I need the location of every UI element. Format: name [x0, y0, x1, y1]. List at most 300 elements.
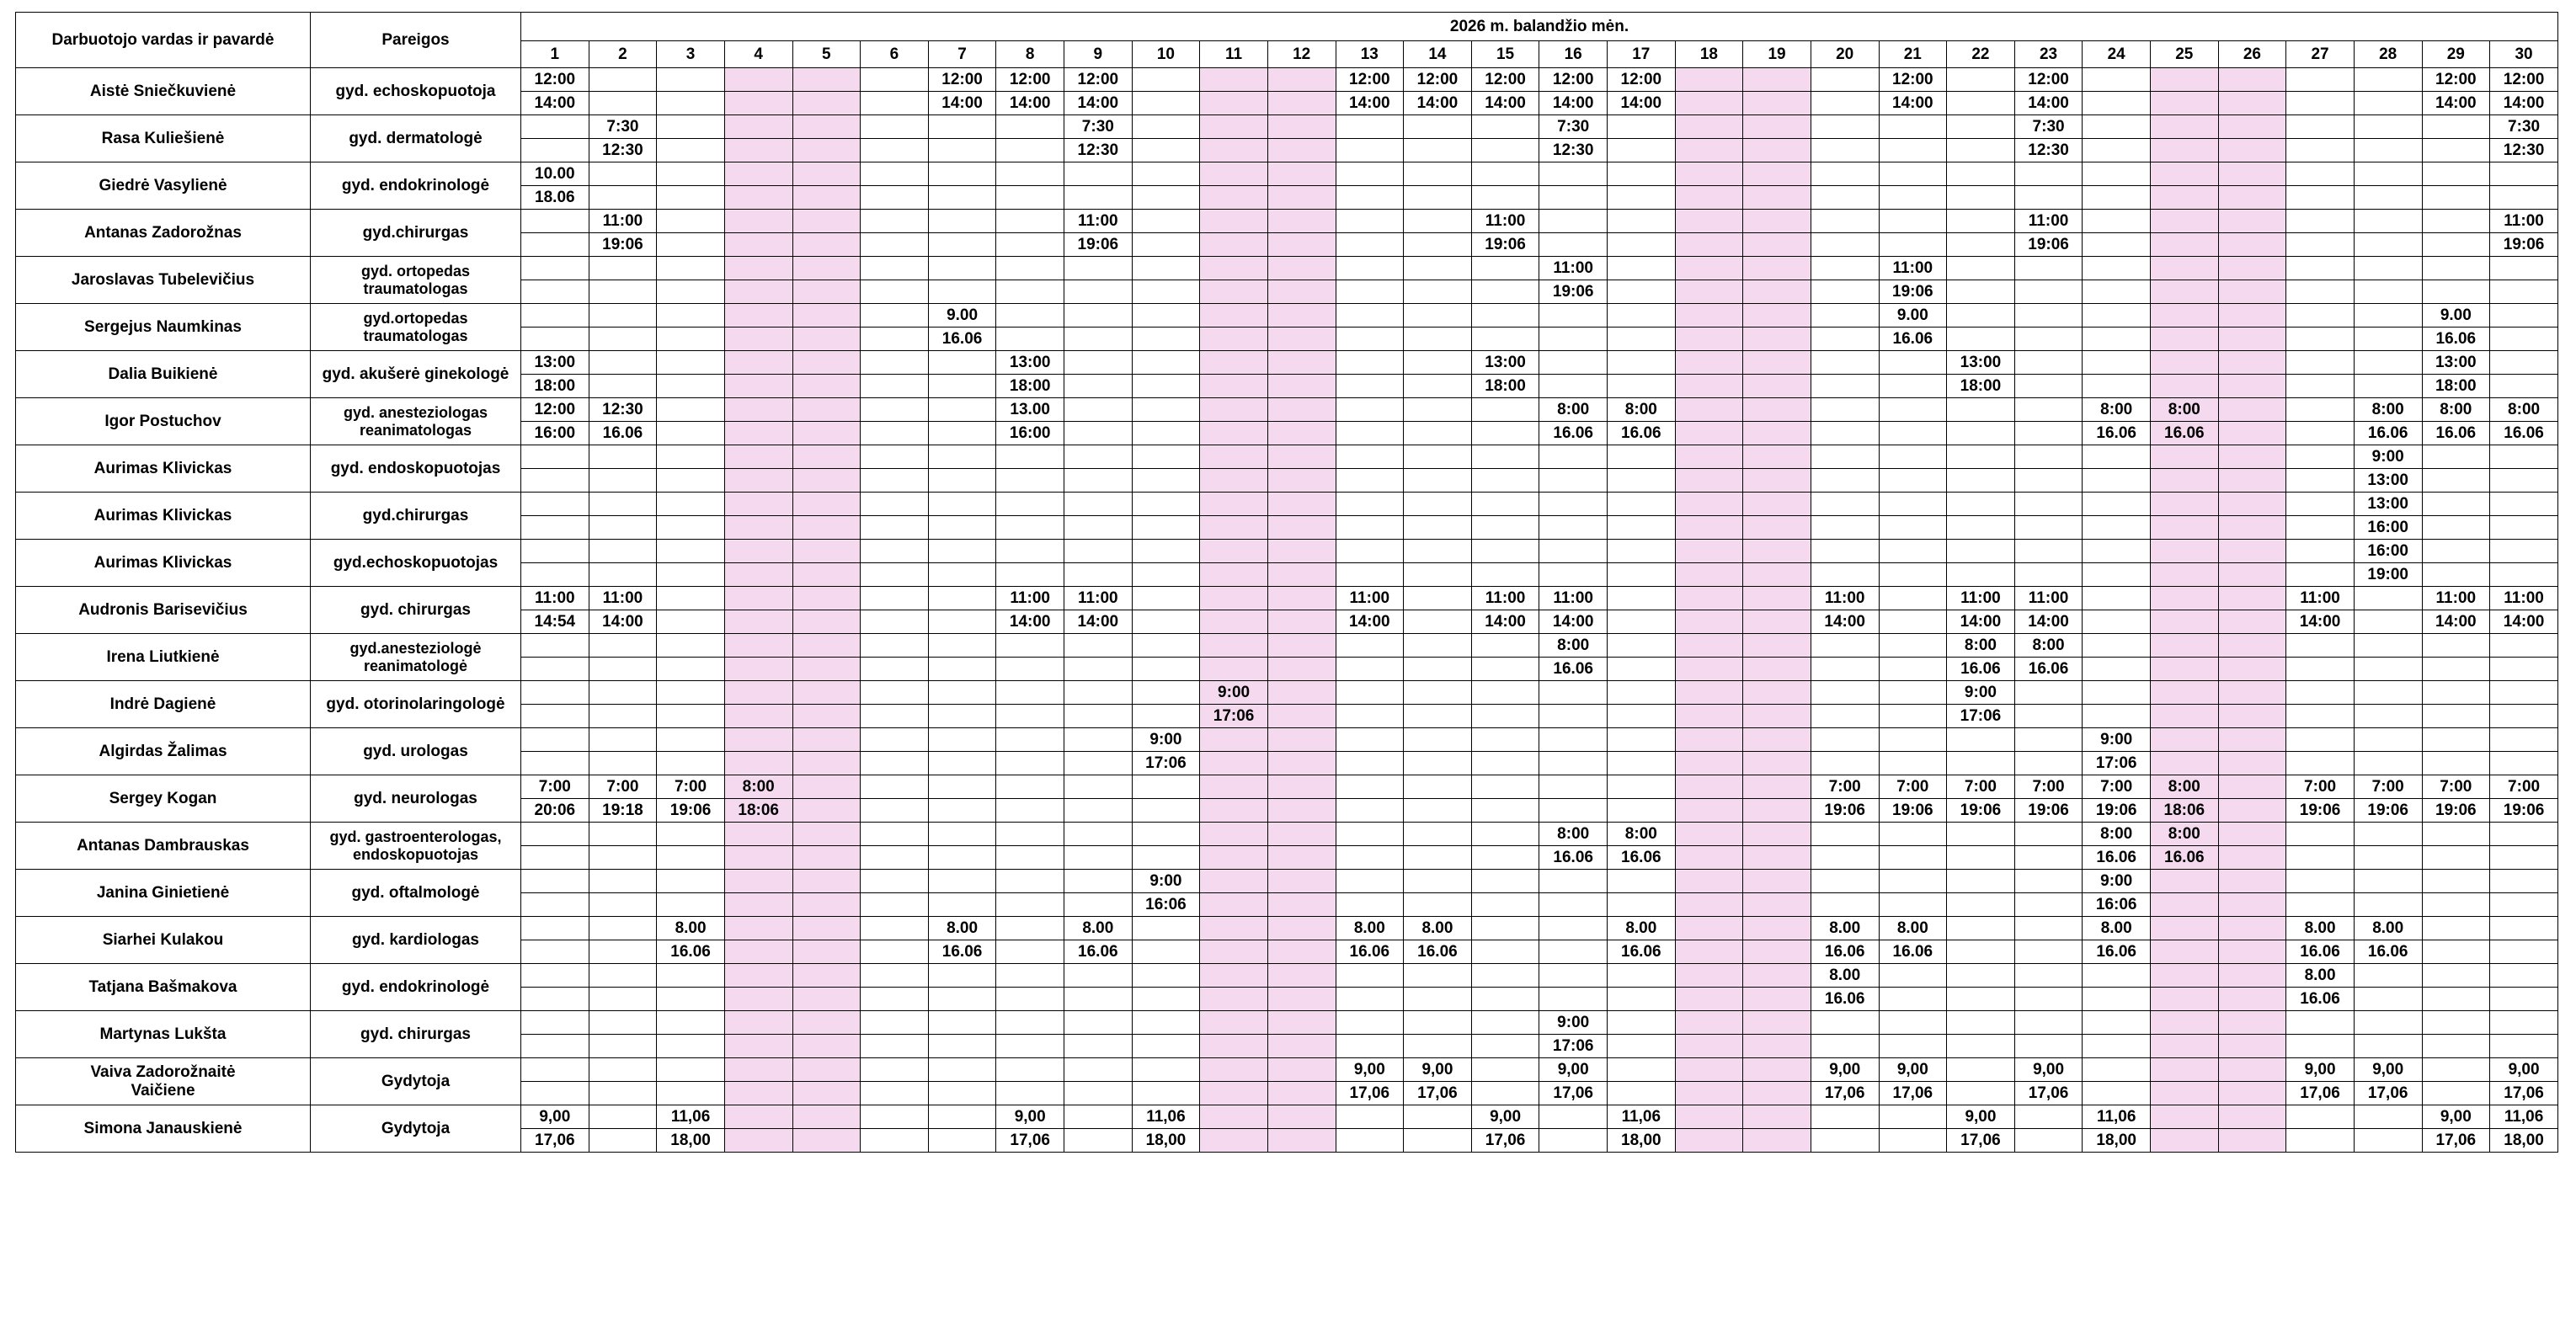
shift-end-cell[interactable]: [1811, 563, 1879, 587]
shift-end-cell[interactable]: [1743, 92, 1811, 115]
shift-start-cell[interactable]: 9:00: [1200, 681, 1268, 705]
shift-start-cell[interactable]: 8.00: [1064, 917, 1133, 940]
shift-end-cell[interactable]: 20:06: [521, 799, 589, 823]
shift-start-cell[interactable]: [2422, 257, 2490, 280]
shift-start-cell[interactable]: [861, 540, 929, 563]
shift-end-cell[interactable]: [1811, 92, 1879, 115]
shift-start-cell[interactable]: [861, 1105, 929, 1129]
shift-start-cell[interactable]: [1404, 775, 1472, 799]
shift-start-cell[interactable]: 12:00: [996, 68, 1064, 92]
shift-end-cell[interactable]: [1336, 988, 1404, 1011]
shift-end-cell[interactable]: [2014, 940, 2083, 964]
shift-end-cell[interactable]: [521, 139, 589, 162]
shift-end-cell[interactable]: [2218, 705, 2286, 728]
shift-start-cell[interactable]: [2218, 257, 2286, 280]
shift-end-cell[interactable]: [2354, 233, 2422, 257]
shift-start-cell[interactable]: [2354, 870, 2422, 893]
shift-end-cell[interactable]: [996, 658, 1064, 681]
shift-end-cell[interactable]: [1879, 1035, 1947, 1058]
shift-end-cell[interactable]: [1675, 705, 1743, 728]
shift-start-cell[interactable]: [2490, 823, 2558, 846]
shift-start-cell[interactable]: [1539, 917, 1608, 940]
shift-end-cell[interactable]: [1947, 893, 2015, 917]
shift-end-cell[interactable]: [1539, 1129, 1608, 1153]
shift-end-cell[interactable]: [1471, 705, 1539, 728]
shift-end-cell[interactable]: [1675, 752, 1743, 775]
shift-start-cell[interactable]: [1811, 68, 1879, 92]
shift-end-cell[interactable]: [1471, 658, 1539, 681]
shift-end-cell[interactable]: [1811, 422, 1879, 445]
shift-end-cell[interactable]: [1675, 988, 1743, 1011]
shift-start-cell[interactable]: [2151, 1105, 2219, 1129]
shift-start-cell[interactable]: [1675, 493, 1743, 516]
shift-end-cell[interactable]: [1132, 799, 1200, 823]
shift-end-cell[interactable]: [1539, 186, 1608, 210]
shift-start-cell[interactable]: [2218, 587, 2286, 610]
shift-start-cell[interactable]: [2151, 964, 2219, 988]
shift-start-cell[interactable]: [1132, 445, 1200, 469]
shift-start-cell[interactable]: [589, 351, 657, 375]
shift-end-cell[interactable]: [2422, 280, 2490, 304]
shift-start-cell[interactable]: 12:00: [521, 68, 589, 92]
shift-end-cell[interactable]: [2354, 1129, 2422, 1153]
shift-end-cell[interactable]: [792, 610, 861, 634]
shift-start-cell[interactable]: [1267, 304, 1336, 328]
shift-end-cell[interactable]: [996, 139, 1064, 162]
shift-start-cell[interactable]: [1743, 870, 1811, 893]
shift-end-cell[interactable]: [1879, 139, 1947, 162]
shift-end-cell[interactable]: [2151, 139, 2219, 162]
shift-start-cell[interactable]: [1267, 587, 1336, 610]
shift-start-cell[interactable]: [1267, 1105, 1336, 1129]
shift-start-cell[interactable]: [2422, 540, 2490, 563]
shift-end-cell[interactable]: [2014, 328, 2083, 351]
shift-start-cell[interactable]: [1608, 634, 1676, 658]
shift-end-cell[interactable]: [1336, 846, 1404, 870]
shift-start-cell[interactable]: [1267, 210, 1336, 233]
shift-end-cell[interactable]: [928, 139, 996, 162]
shift-start-cell[interactable]: 9,00: [1539, 1058, 1608, 1082]
shift-start-cell[interactable]: [1879, 115, 1947, 139]
shift-start-cell[interactable]: 12:00: [2490, 68, 2558, 92]
shift-end-cell[interactable]: [2151, 516, 2219, 540]
shift-end-cell[interactable]: [2083, 563, 2151, 587]
shift-end-cell[interactable]: [1267, 280, 1336, 304]
shift-end-cell[interactable]: [1811, 186, 1879, 210]
shift-end-cell[interactable]: [861, 1035, 929, 1058]
shift-end-cell[interactable]: [928, 846, 996, 870]
shift-start-cell[interactable]: [1879, 493, 1947, 516]
shift-end-cell[interactable]: [1200, 328, 1268, 351]
shift-end-cell[interactable]: [1267, 469, 1336, 493]
shift-start-cell[interactable]: 8:00: [724, 775, 792, 799]
shift-end-cell[interactable]: [2286, 846, 2355, 870]
shift-end-cell[interactable]: [2286, 658, 2355, 681]
shift-end-cell[interactable]: [724, 705, 792, 728]
shift-start-cell[interactable]: [2354, 964, 2422, 988]
shift-start-cell[interactable]: 7:00: [2014, 775, 2083, 799]
shift-end-cell[interactable]: [1267, 92, 1336, 115]
shift-start-cell[interactable]: 11:00: [1539, 587, 1608, 610]
shift-end-cell[interactable]: [589, 940, 657, 964]
shift-start-cell[interactable]: [1404, 398, 1472, 422]
shift-end-cell[interactable]: [928, 752, 996, 775]
shift-end-cell[interactable]: [2286, 92, 2355, 115]
shift-end-cell[interactable]: 14:00: [1336, 610, 1404, 634]
shift-start-cell[interactable]: [2422, 162, 2490, 186]
shift-end-cell[interactable]: [1404, 375, 1472, 398]
shift-start-cell[interactable]: [1132, 1011, 1200, 1035]
shift-start-cell[interactable]: [2083, 351, 2151, 375]
shift-start-cell[interactable]: [2422, 964, 2490, 988]
shift-end-cell[interactable]: 16.06: [928, 940, 996, 964]
shift-start-cell[interactable]: 11:00: [996, 587, 1064, 610]
shift-end-cell[interactable]: 18:00: [521, 375, 589, 398]
shift-end-cell[interactable]: 16.06: [1811, 988, 1879, 1011]
shift-start-cell[interactable]: [1539, 304, 1608, 328]
shift-end-cell[interactable]: [928, 563, 996, 587]
shift-end-cell[interactable]: [1471, 422, 1539, 445]
shift-end-cell[interactable]: [1539, 469, 1608, 493]
shift-start-cell[interactable]: [861, 445, 929, 469]
shift-start-cell[interactable]: [1471, 823, 1539, 846]
shift-end-cell[interactable]: [1879, 233, 1947, 257]
shift-start-cell[interactable]: 8.00: [2354, 917, 2422, 940]
shift-start-cell[interactable]: [996, 162, 1064, 186]
shift-end-cell[interactable]: 16.06: [589, 422, 657, 445]
shift-end-cell[interactable]: [1743, 988, 1811, 1011]
shift-start-cell[interactable]: [1267, 257, 1336, 280]
shift-start-cell[interactable]: 9,00: [2490, 1058, 2558, 1082]
shift-start-cell[interactable]: [1336, 1011, 1404, 1035]
shift-end-cell[interactable]: [521, 516, 589, 540]
shift-end-cell[interactable]: 19:06: [1471, 233, 1539, 257]
shift-end-cell[interactable]: 14:00: [1539, 610, 1608, 634]
shift-start-cell[interactable]: [2354, 728, 2422, 752]
shift-start-cell[interactable]: 8.00: [1404, 917, 1472, 940]
shift-start-cell[interactable]: [657, 823, 725, 846]
shift-start-cell[interactable]: [1743, 115, 1811, 139]
shift-end-cell[interactable]: [2422, 1082, 2490, 1105]
shift-end-cell[interactable]: 14:00: [928, 92, 996, 115]
shift-end-cell[interactable]: [589, 1129, 657, 1153]
shift-end-cell[interactable]: 16.06: [928, 328, 996, 351]
shift-start-cell[interactable]: 7:00: [589, 775, 657, 799]
shift-start-cell[interactable]: [2422, 1058, 2490, 1082]
shift-start-cell[interactable]: [1608, 351, 1676, 375]
shift-end-cell[interactable]: [724, 988, 792, 1011]
shift-end-cell[interactable]: [2286, 1129, 2355, 1153]
shift-end-cell[interactable]: [1267, 658, 1336, 681]
shift-end-cell[interactable]: [1675, 233, 1743, 257]
shift-start-cell[interactable]: 8:00: [2151, 398, 2219, 422]
shift-start-cell[interactable]: [2422, 870, 2490, 893]
shift-end-cell[interactable]: 16.06: [1879, 940, 1947, 964]
shift-end-cell[interactable]: [1675, 846, 1743, 870]
shift-start-cell[interactable]: [1200, 493, 1268, 516]
shift-end-cell[interactable]: [928, 610, 996, 634]
shift-start-cell[interactable]: 13:00: [1471, 351, 1539, 375]
shift-end-cell[interactable]: [1879, 375, 1947, 398]
shift-start-cell[interactable]: [1132, 1058, 1200, 1082]
shift-start-cell[interactable]: [792, 587, 861, 610]
shift-end-cell[interactable]: [589, 280, 657, 304]
shift-end-cell[interactable]: [861, 233, 929, 257]
shift-start-cell[interactable]: [1947, 304, 2015, 328]
shift-end-cell[interactable]: [1947, 940, 2015, 964]
shift-end-cell[interactable]: [2218, 422, 2286, 445]
shift-start-cell[interactable]: [724, 634, 792, 658]
shift-start-cell[interactable]: [1064, 1058, 1133, 1082]
shift-end-cell[interactable]: 16.06: [1064, 940, 1133, 964]
shift-end-cell[interactable]: [1608, 469, 1676, 493]
shift-start-cell[interactable]: 8:00: [2422, 398, 2490, 422]
shift-end-cell[interactable]: [1132, 1082, 1200, 1105]
shift-start-cell[interactable]: 11:00: [521, 587, 589, 610]
shift-end-cell[interactable]: [996, 1035, 1064, 1058]
shift-start-cell[interactable]: [1267, 634, 1336, 658]
shift-end-cell[interactable]: [2014, 1129, 2083, 1153]
shift-start-cell[interactable]: [1200, 162, 1268, 186]
shift-end-cell[interactable]: [1132, 92, 1200, 115]
shift-end-cell[interactable]: [1404, 1129, 1472, 1153]
shift-start-cell[interactable]: [1675, 68, 1743, 92]
shift-start-cell[interactable]: [2151, 115, 2219, 139]
shift-end-cell[interactable]: [2354, 139, 2422, 162]
shift-end-cell[interactable]: [1132, 516, 1200, 540]
shift-start-cell[interactable]: [996, 1058, 1064, 1082]
shift-start-cell[interactable]: [1404, 681, 1472, 705]
shift-end-cell[interactable]: [1675, 893, 1743, 917]
shift-end-cell[interactable]: [1200, 422, 1268, 445]
shift-start-cell[interactable]: 11:00: [2490, 210, 2558, 233]
shift-start-cell[interactable]: [861, 775, 929, 799]
shift-end-cell[interactable]: [928, 1129, 996, 1153]
shift-start-cell[interactable]: [1947, 115, 2015, 139]
shift-start-cell[interactable]: [996, 257, 1064, 280]
shift-start-cell[interactable]: [1404, 493, 1472, 516]
shift-end-cell[interactable]: [1267, 139, 1336, 162]
shift-start-cell[interactable]: [861, 587, 929, 610]
shift-end-cell[interactable]: [1132, 139, 1200, 162]
shift-start-cell[interactable]: [1539, 1105, 1608, 1129]
shift-end-cell[interactable]: [1743, 422, 1811, 445]
shift-start-cell[interactable]: [1539, 445, 1608, 469]
shift-start-cell[interactable]: [1200, 728, 1268, 752]
shift-end-cell[interactable]: 14:00: [521, 92, 589, 115]
shift-end-cell[interactable]: [724, 469, 792, 493]
shift-start-cell[interactable]: [2490, 728, 2558, 752]
shift-start-cell[interactable]: [792, 775, 861, 799]
shift-end-cell[interactable]: [1811, 375, 1879, 398]
shift-end-cell[interactable]: [792, 752, 861, 775]
shift-start-cell[interactable]: [1539, 728, 1608, 752]
shift-start-cell[interactable]: [1064, 634, 1133, 658]
shift-start-cell[interactable]: [928, 823, 996, 846]
shift-end-cell[interactable]: [589, 328, 657, 351]
shift-start-cell[interactable]: [2218, 823, 2286, 846]
shift-start-cell[interactable]: [1743, 257, 1811, 280]
shift-start-cell[interactable]: [2422, 445, 2490, 469]
shift-end-cell[interactable]: [2083, 705, 2151, 728]
shift-end-cell[interactable]: 14:00: [1336, 92, 1404, 115]
shift-end-cell[interactable]: [724, 375, 792, 398]
shift-start-cell[interactable]: 16:00: [2354, 540, 2422, 563]
shift-end-cell[interactable]: [996, 988, 1064, 1011]
shift-start-cell[interactable]: [657, 634, 725, 658]
shift-end-cell[interactable]: [1539, 705, 1608, 728]
shift-end-cell[interactable]: [1947, 92, 2015, 115]
shift-start-cell[interactable]: [724, 445, 792, 469]
shift-start-cell[interactable]: [861, 823, 929, 846]
shift-start-cell[interactable]: [1608, 964, 1676, 988]
shift-start-cell[interactable]: [2354, 115, 2422, 139]
shift-start-cell[interactable]: [2083, 162, 2151, 186]
shift-end-cell[interactable]: [2083, 186, 2151, 210]
shift-start-cell[interactable]: [589, 445, 657, 469]
shift-end-cell[interactable]: [1743, 658, 1811, 681]
shift-end-cell[interactable]: [724, 139, 792, 162]
shift-start-cell[interactable]: [1811, 351, 1879, 375]
shift-end-cell[interactable]: [2490, 940, 2558, 964]
shift-end-cell[interactable]: [1608, 610, 1676, 634]
shift-start-cell[interactable]: 11:00: [1064, 587, 1133, 610]
shift-start-cell[interactable]: [1743, 823, 1811, 846]
shift-start-cell[interactable]: [1879, 351, 1947, 375]
shift-end-cell[interactable]: [1200, 469, 1268, 493]
shift-end-cell[interactable]: [928, 375, 996, 398]
shift-end-cell[interactable]: [2083, 1082, 2151, 1105]
shift-end-cell[interactable]: 19:06: [1064, 233, 1133, 257]
shift-end-cell[interactable]: [657, 988, 725, 1011]
shift-end-cell[interactable]: [2490, 516, 2558, 540]
shift-start-cell[interactable]: [2286, 68, 2355, 92]
shift-start-cell[interactable]: [792, 304, 861, 328]
shift-end-cell[interactable]: 19:06: [1879, 280, 1947, 304]
shift-start-cell[interactable]: [996, 870, 1064, 893]
shift-start-cell[interactable]: [1539, 870, 1608, 893]
shift-end-cell[interactable]: [657, 705, 725, 728]
shift-end-cell[interactable]: [2354, 658, 2422, 681]
shift-start-cell[interactable]: [2083, 445, 2151, 469]
shift-end-cell[interactable]: [1404, 516, 1472, 540]
shift-end-cell[interactable]: [2083, 139, 2151, 162]
shift-end-cell[interactable]: [1811, 705, 1879, 728]
shift-end-cell[interactable]: [2083, 469, 2151, 493]
shift-end-cell[interactable]: [1811, 233, 1879, 257]
shift-end-cell[interactable]: [2218, 893, 2286, 917]
shift-end-cell[interactable]: 16.06: [2083, 846, 2151, 870]
shift-end-cell[interactable]: [1064, 280, 1133, 304]
shift-end-cell[interactable]: 16.06: [1539, 422, 1608, 445]
shift-end-cell[interactable]: [1336, 799, 1404, 823]
shift-start-cell[interactable]: [792, 1058, 861, 1082]
shift-start-cell[interactable]: [2083, 68, 2151, 92]
shift-start-cell[interactable]: [1471, 728, 1539, 752]
shift-start-cell[interactable]: [861, 917, 929, 940]
shift-end-cell[interactable]: 16.06: [2014, 658, 2083, 681]
shift-end-cell[interactable]: 16.06: [657, 940, 725, 964]
shift-end-cell[interactable]: [2490, 988, 2558, 1011]
shift-end-cell[interactable]: 19:06: [1539, 280, 1608, 304]
shift-end-cell[interactable]: [928, 469, 996, 493]
shift-start-cell[interactable]: [1539, 493, 1608, 516]
shift-end-cell[interactable]: [2151, 1082, 2219, 1105]
shift-start-cell[interactable]: [1336, 728, 1404, 752]
shift-end-cell[interactable]: [724, 516, 792, 540]
shift-end-cell[interactable]: [1879, 563, 1947, 587]
shift-start-cell[interactable]: [1200, 445, 1268, 469]
shift-start-cell[interactable]: [1132, 775, 1200, 799]
shift-start-cell[interactable]: 9:00: [1947, 681, 2015, 705]
shift-end-cell[interactable]: [2422, 705, 2490, 728]
shift-end-cell[interactable]: 17,06: [2490, 1082, 2558, 1105]
shift-end-cell[interactable]: [1064, 469, 1133, 493]
shift-start-cell[interactable]: [1811, 257, 1879, 280]
shift-start-cell[interactable]: [1471, 162, 1539, 186]
shift-end-cell[interactable]: [724, 92, 792, 115]
shift-end-cell[interactable]: [1947, 469, 2015, 493]
shift-end-cell[interactable]: [2354, 988, 2422, 1011]
shift-end-cell[interactable]: [1404, 328, 1472, 351]
shift-start-cell[interactable]: 8.00: [2286, 964, 2355, 988]
shift-start-cell[interactable]: [657, 728, 725, 752]
shift-start-cell[interactable]: [2422, 823, 2490, 846]
shift-end-cell[interactable]: [1743, 893, 1811, 917]
shift-start-cell[interactable]: [724, 728, 792, 752]
shift-start-cell[interactable]: [521, 634, 589, 658]
shift-end-cell[interactable]: [2354, 1035, 2422, 1058]
shift-start-cell[interactable]: [1947, 493, 2015, 516]
shift-start-cell[interactable]: [2014, 681, 2083, 705]
shift-end-cell[interactable]: [928, 233, 996, 257]
shift-start-cell[interactable]: [996, 540, 1064, 563]
shift-end-cell[interactable]: [1743, 186, 1811, 210]
shift-start-cell[interactable]: [1404, 587, 1472, 610]
shift-end-cell[interactable]: [1404, 186, 1472, 210]
shift-start-cell[interactable]: [1879, 1011, 1947, 1035]
shift-end-cell[interactable]: [2354, 375, 2422, 398]
shift-start-cell[interactable]: [1947, 210, 2015, 233]
shift-start-cell[interactable]: [1743, 493, 1811, 516]
shift-end-cell[interactable]: [1267, 893, 1336, 917]
shift-end-cell[interactable]: [1132, 610, 1200, 634]
shift-start-cell[interactable]: 12:00: [1471, 68, 1539, 92]
shift-end-cell[interactable]: [724, 752, 792, 775]
shift-start-cell[interactable]: 8.00: [1811, 964, 1879, 988]
shift-start-cell[interactable]: [928, 540, 996, 563]
shift-end-cell[interactable]: [1404, 139, 1472, 162]
shift-end-cell[interactable]: [2151, 469, 2219, 493]
shift-start-cell[interactable]: [861, 634, 929, 658]
shift-start-cell[interactable]: [1404, 540, 1472, 563]
shift-end-cell[interactable]: [861, 375, 929, 398]
shift-end-cell[interactable]: [2354, 328, 2422, 351]
shift-end-cell[interactable]: [792, 893, 861, 917]
shift-start-cell[interactable]: 7:00: [2354, 775, 2422, 799]
shift-end-cell[interactable]: 18:00: [996, 375, 1064, 398]
shift-end-cell[interactable]: [1608, 988, 1676, 1011]
shift-start-cell[interactable]: 8:00: [2354, 398, 2422, 422]
shift-end-cell[interactable]: [589, 1035, 657, 1058]
shift-start-cell[interactable]: [2354, 68, 2422, 92]
shift-start-cell[interactable]: [2014, 917, 2083, 940]
shift-start-cell[interactable]: [1404, 351, 1472, 375]
shift-end-cell[interactable]: [1675, 799, 1743, 823]
shift-start-cell[interactable]: [1743, 304, 1811, 328]
shift-end-cell[interactable]: [2490, 280, 2558, 304]
shift-start-cell[interactable]: [2151, 1058, 2219, 1082]
